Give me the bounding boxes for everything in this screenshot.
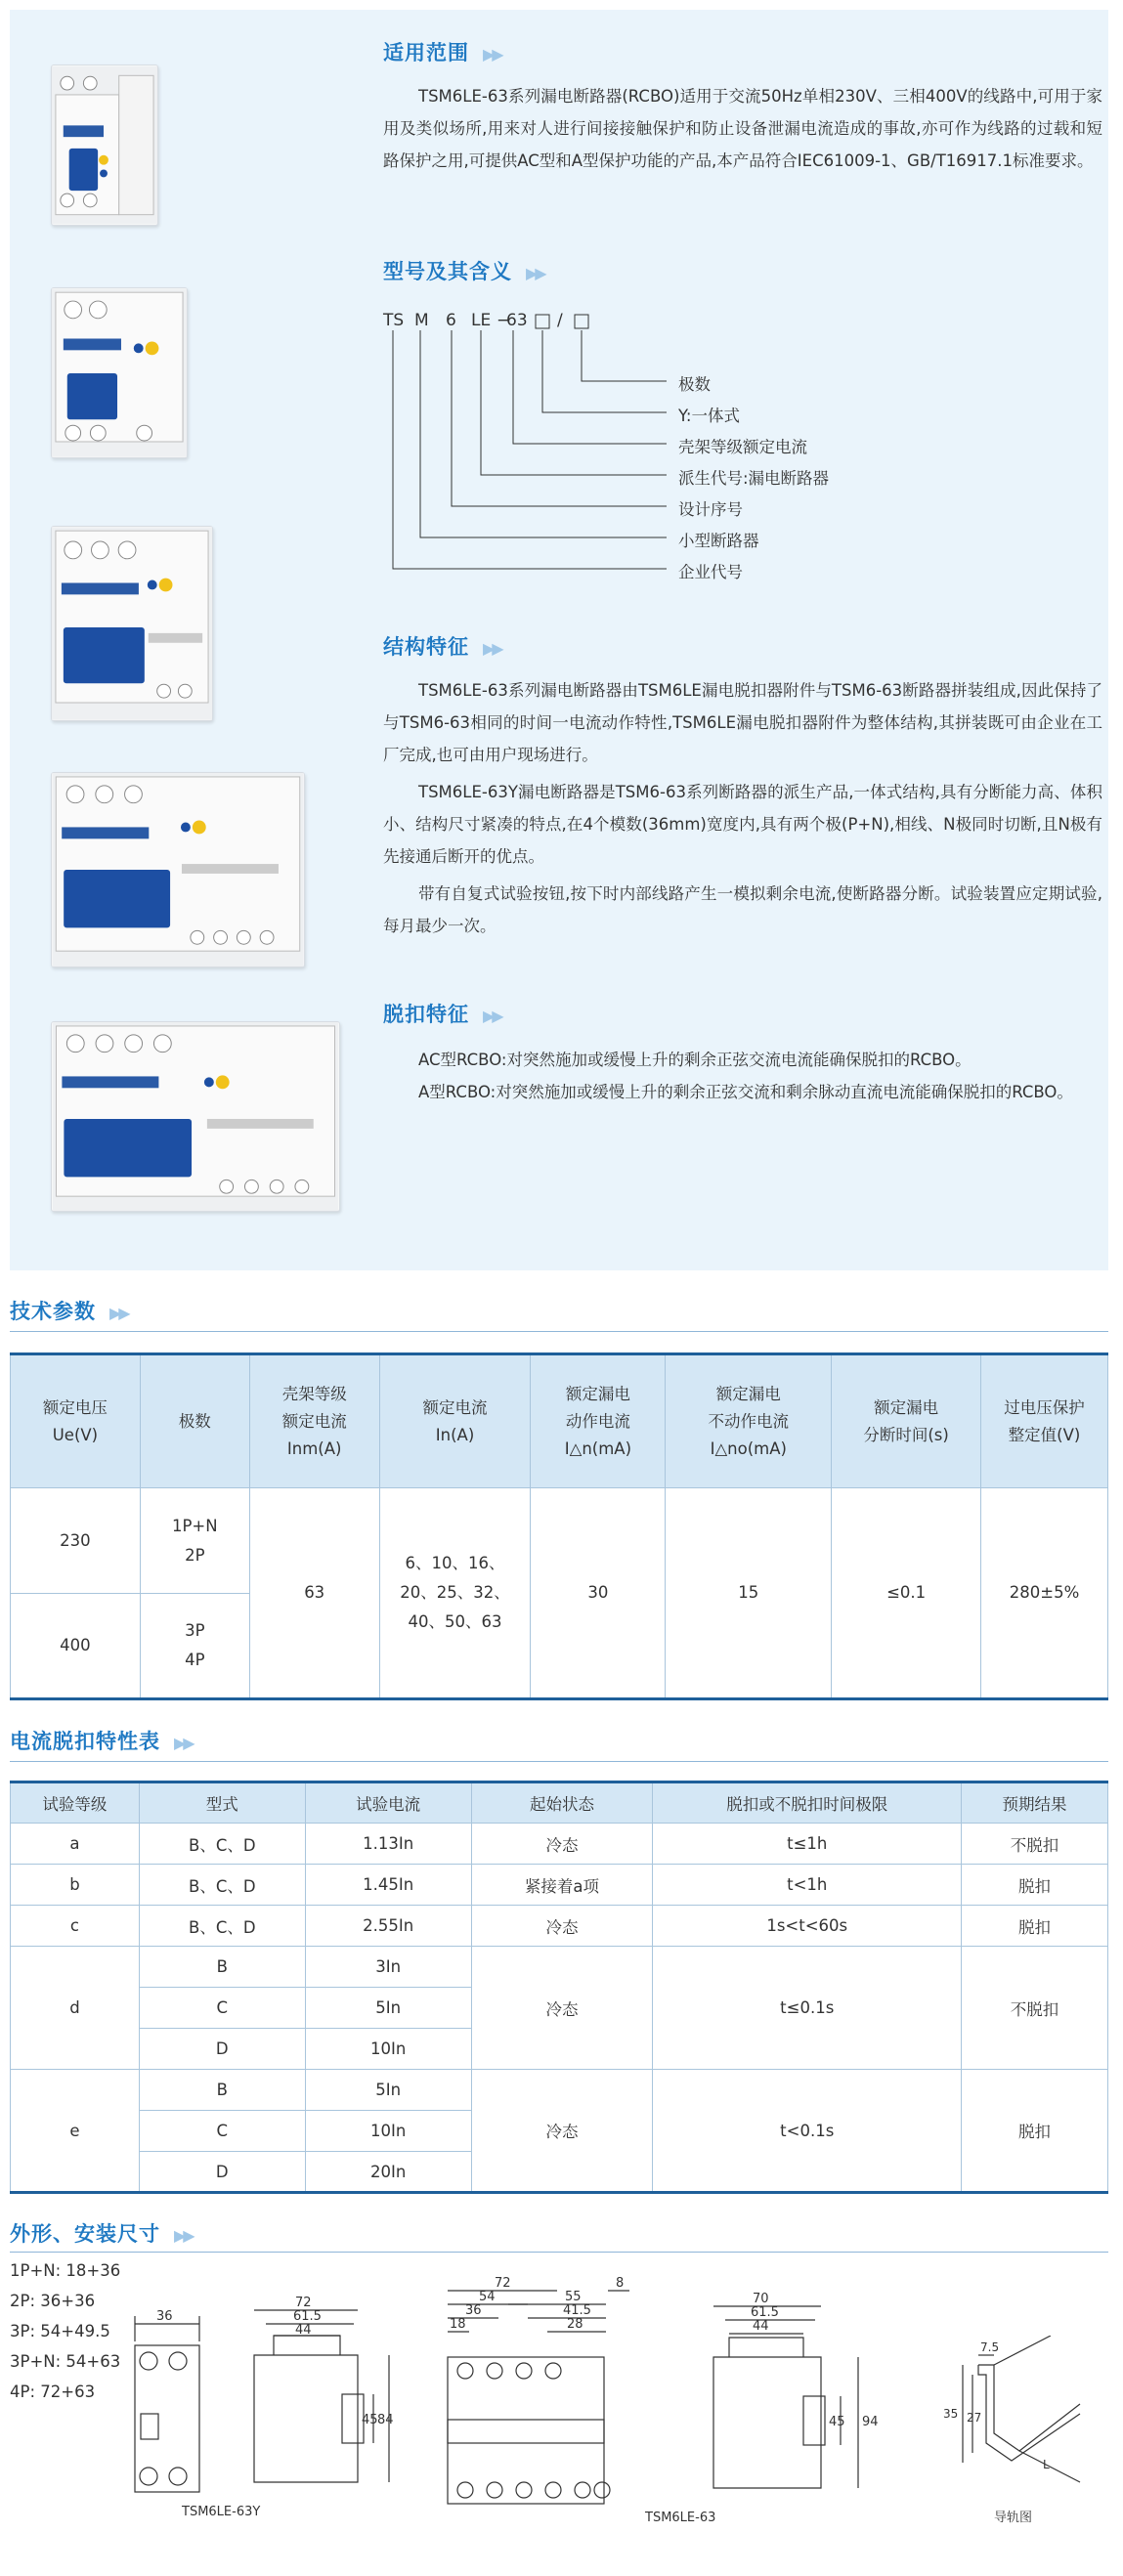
- dim-text: 72: [295, 2296, 312, 2310]
- arrow-icon: ▶▶: [483, 45, 501, 64]
- model-label-frame: 壳架等级额定电流: [678, 438, 807, 456]
- section-title-scope: 适用范围 ▶▶: [383, 41, 501, 64]
- dim-text: 8: [616, 2276, 625, 2291]
- th-idno: 额定漏电 不动作电流 I△no(mA): [666, 1354, 832, 1488]
- cell: 冷态: [471, 2070, 653, 2193]
- section-title-tech: 技术参数 ▶▶: [10, 1300, 128, 1323]
- cell: B、C、D: [139, 1824, 305, 1865]
- model-label-integrated: Y:一体式: [678, 407, 740, 425]
- cell: 20In: [305, 2152, 471, 2193]
- code-le: LE: [471, 311, 492, 330]
- curve-table: [10, 1781, 1108, 2194]
- th-state: 起始状态: [471, 1782, 653, 1824]
- cell-poles-2: 3P 4P: [140, 1594, 249, 1699]
- cell: 5In: [305, 2070, 471, 2111]
- code-box-2: [575, 311, 590, 330]
- product-image-1p: [51, 64, 158, 226]
- model-label-mcb: 小型断路器: [678, 532, 759, 550]
- dim-text: 45: [362, 2413, 378, 2427]
- trip-paragraphs: [383, 1044, 1102, 1108]
- width-item: 4P: 72+63: [10, 2383, 96, 2401]
- cell: a: [11, 1824, 140, 1865]
- cell: 冷态: [471, 1824, 653, 1865]
- table-row: [11, 1865, 1108, 1906]
- drawing-63y: [127, 2277, 406, 2521]
- cell: 2.55In: [305, 1906, 471, 1947]
- drawing-caption: 导轨图: [994, 2511, 1033, 2525]
- table-row: [11, 1947, 1108, 1988]
- cell: 不脱扣: [962, 1947, 1108, 2070]
- dim-text: 27: [967, 2411, 982, 2425]
- cell: C: [139, 1988, 305, 2029]
- section-title-outline: 外形、安装尺寸 ▶▶: [10, 2222, 193, 2246]
- dim-text: 35: [943, 2407, 959, 2421]
- cell: t<1h: [653, 1865, 962, 1906]
- code-slash: /: [557, 311, 563, 330]
- product-image-2p: [51, 287, 188, 458]
- cell-in: 6、10、16、 20、25、32、 40、50、63: [379, 1488, 531, 1699]
- model-label-company: 企业代号: [678, 563, 743, 581]
- cell: D: [139, 2152, 305, 2193]
- cell: c: [11, 1906, 140, 1947]
- cell-400: 400: [11, 1594, 141, 1699]
- arrow-icon: ▶▶: [109, 1304, 128, 1322]
- model-label-derivative: 派生代号:漏电断路器: [678, 469, 830, 488]
- model-label-poles: 极数: [678, 375, 711, 394]
- cell-idn: 30: [531, 1488, 666, 1699]
- width-item: 1P+N: 18+36: [10, 2261, 121, 2280]
- th-poles: 极数: [140, 1354, 249, 1488]
- product-image-3p: [51, 526, 213, 721]
- cell-inm: 63: [249, 1488, 379, 1699]
- product-image-3pn: [51, 772, 305, 967]
- width-item: 2P: 36+36: [10, 2292, 96, 2310]
- divider: [10, 1761, 1108, 1762]
- dim-text: 61.5: [293, 2309, 322, 2324]
- dim-text: 70: [753, 2292, 769, 2306]
- cell: d: [11, 1947, 140, 2070]
- cell: 1s<t<60s: [653, 1906, 962, 1947]
- th-inm: 壳架等级 额定电流 Inm(A): [249, 1354, 379, 1488]
- th-voltage: 额定电压 Ue(V): [11, 1354, 141, 1488]
- dim-text: 72: [495, 2276, 511, 2291]
- section-title-trip: 脱扣特征 ▶▶: [383, 1003, 501, 1026]
- th-result: 预期结果: [962, 1782, 1108, 1824]
- tech-params-table: [10, 1352, 1108, 1700]
- dim-text: 41.5: [563, 2303, 591, 2318]
- product-image-4p: [51, 1021, 340, 1212]
- table-row: [11, 2070, 1108, 2111]
- cell: D: [139, 2029, 305, 2070]
- cell: B、C、D: [139, 1906, 305, 1947]
- code-m: M: [414, 311, 429, 330]
- code-ts: TS: [383, 311, 405, 330]
- drawing-63: [440, 2273, 919, 2527]
- section-title-structure: 结构特征 ▶▶: [383, 635, 501, 659]
- cell: 10In: [305, 2029, 471, 2070]
- cell: 脱扣: [962, 2070, 1108, 2193]
- code-63: 63: [506, 311, 528, 330]
- section-title-curve: 电流脱扣特性表 ▶▶: [10, 1730, 193, 1753]
- cell: t<0.1s: [653, 2070, 962, 2193]
- drawing-caption: TSM6LE-63Y: [182, 2505, 261, 2519]
- section-title-model: 型号及其含义 ▶▶: [383, 260, 544, 283]
- dim-text: 36: [465, 2303, 482, 2318]
- cell: 10In: [305, 2111, 471, 2152]
- dim-text: L: [1043, 2458, 1050, 2471]
- width-item: 3P: 54+49.5: [10, 2322, 110, 2340]
- trip-text-ac: AC型RCBO:对突然施加或缓慢上升的剩余正弦交流电流能确保脱扣的RCBO。: [418, 1051, 972, 1069]
- width-list: [10, 2255, 120, 2407]
- dim-text: 44: [295, 2323, 312, 2338]
- structure-text-3: 带有自复式试验按钮,按下时内部线路产生一模拟剩余电流,使断路器分断。试验装置应定期试验,每月最少一次。: [383, 884, 1102, 935]
- cell: C: [139, 2111, 305, 2152]
- cell: 1.13In: [305, 1824, 471, 1865]
- table-row: [11, 1906, 1108, 1947]
- model-leader-lines: [383, 311, 891, 584]
- code-dash: −: [497, 311, 511, 330]
- arrow-icon: ▶▶: [526, 264, 544, 282]
- cell: 5In: [305, 1988, 471, 2029]
- structure-text-1: TSM6LE-63系列漏电断路器由TSM6LE漏电脱扣器附件与TSM6-63断路器拼装组成,因此保持了与TSM6-63相同的时间一电流动作特性,TSM6LE漏电脱扣器附件为整体结构,其拼装既可由企业在工厂完成,也可由用户现场进行。: [383, 681, 1102, 764]
- th-time: 额定漏电 分断时间(s): [832, 1354, 981, 1488]
- th-idn: 额定漏电 动作电流 I△n(mA): [531, 1354, 666, 1488]
- drawing-rail: [933, 2336, 1114, 2531]
- cell: 不脱扣: [962, 1824, 1108, 1865]
- cell-ovp: 280±5%: [981, 1488, 1108, 1699]
- structure-paragraphs: [383, 674, 1102, 942]
- cell: 冷态: [471, 1906, 653, 1947]
- th-current: 试验电流: [305, 1782, 471, 1824]
- cell-idno: 15: [666, 1488, 832, 1699]
- th-in: 额定电流 In(A): [379, 1354, 531, 1488]
- cell: 紧接着a项: [471, 1865, 653, 1906]
- arrow-icon: ▶▶: [483, 639, 501, 658]
- code-6: 6: [446, 311, 456, 330]
- dim-text: 84: [377, 2413, 394, 2427]
- cell: 1.45In: [305, 1865, 471, 1906]
- cell: 冷态: [471, 1947, 653, 2070]
- cell: t≤0.1s: [653, 1947, 962, 2070]
- cell: B: [139, 2070, 305, 2111]
- th-type: 型式: [139, 1782, 305, 1824]
- arrow-icon: ▶▶: [483, 1007, 501, 1025]
- cell-time: ≤0.1: [832, 1488, 981, 1699]
- dim-text: 28: [567, 2317, 583, 2332]
- cell: 3In: [305, 1947, 471, 1988]
- scope-text: TSM6LE-63系列漏电断路器(RCBO)适用于交流50Hz单相230V、三相400V的线路中,可用于家用及类似场所,用来对人进行间接接触保护和防止设备泄漏电流造成的事故,亦可作为线路的过载和短路保护之用,可提供AC型和A型保护功能的产品,本产品符合IEC61009-1、GB/T16917.1标准要求。: [383, 87, 1102, 170]
- cell: 脱扣: [962, 1906, 1108, 1947]
- code-box-1: [536, 311, 551, 330]
- cell-230: 230: [11, 1488, 141, 1594]
- th-grade: 试验等级: [11, 1782, 140, 1824]
- arrow-icon: ▶▶: [174, 1734, 193, 1752]
- cell: b: [11, 1865, 140, 1906]
- dim-text: 61.5: [751, 2305, 779, 2320]
- divider: [10, 2252, 1108, 2253]
- dim-text: 54: [479, 2290, 496, 2304]
- dim-text: 18: [450, 2317, 466, 2332]
- drawing-caption: TSM6LE-63: [645, 2511, 716, 2525]
- scope-paragraph: [383, 80, 1102, 177]
- dim-text: 7.5: [980, 2340, 1000, 2354]
- table-row: [11, 1824, 1108, 1865]
- dim-text: 55: [565, 2290, 582, 2304]
- th-ovp: 过电压保护 整定值(V): [981, 1354, 1108, 1488]
- arrow-icon: ▶▶: [174, 2226, 193, 2245]
- width-item: 3P+N: 54+63: [10, 2352, 121, 2371]
- divider: [10, 1331, 1108, 1332]
- cell: B、C、D: [139, 1865, 305, 1906]
- cell-poles-1: 1P+N 2P: [140, 1488, 249, 1594]
- dim-text: 44: [753, 2319, 769, 2334]
- th-limit: 脱扣或不脱扣时间极限: [653, 1782, 962, 1824]
- cell: e: [11, 2070, 140, 2193]
- cell: B: [139, 1947, 305, 1988]
- cell: t≤1h: [653, 1824, 962, 1865]
- dim-text: 94: [862, 2415, 879, 2429]
- structure-text-2: TSM6LE-63Y漏电断路器是TSM6-63系列断路器的派生产品,一体式结构,具有分断能力高、体积小、结构尺寸紧凑的特点,在4个模数(36mm)宽度内,具有两个极(P+N),相线、N极同时切断,且N极有先接通后断开的优点。: [383, 783, 1102, 866]
- cell: 脱扣: [962, 1865, 1108, 1906]
- model-diagram: [383, 311, 891, 584]
- dim-text: 45: [829, 2415, 845, 2429]
- model-label-design: 设计序号: [678, 500, 743, 519]
- trip-text-a: A型RCBO:对突然施加或缓慢上升的剩余正弦交流和剩余脉动直流电流能确保脱扣的RCBO。: [418, 1083, 1073, 1101]
- dim-text: 36: [156, 2309, 173, 2324]
